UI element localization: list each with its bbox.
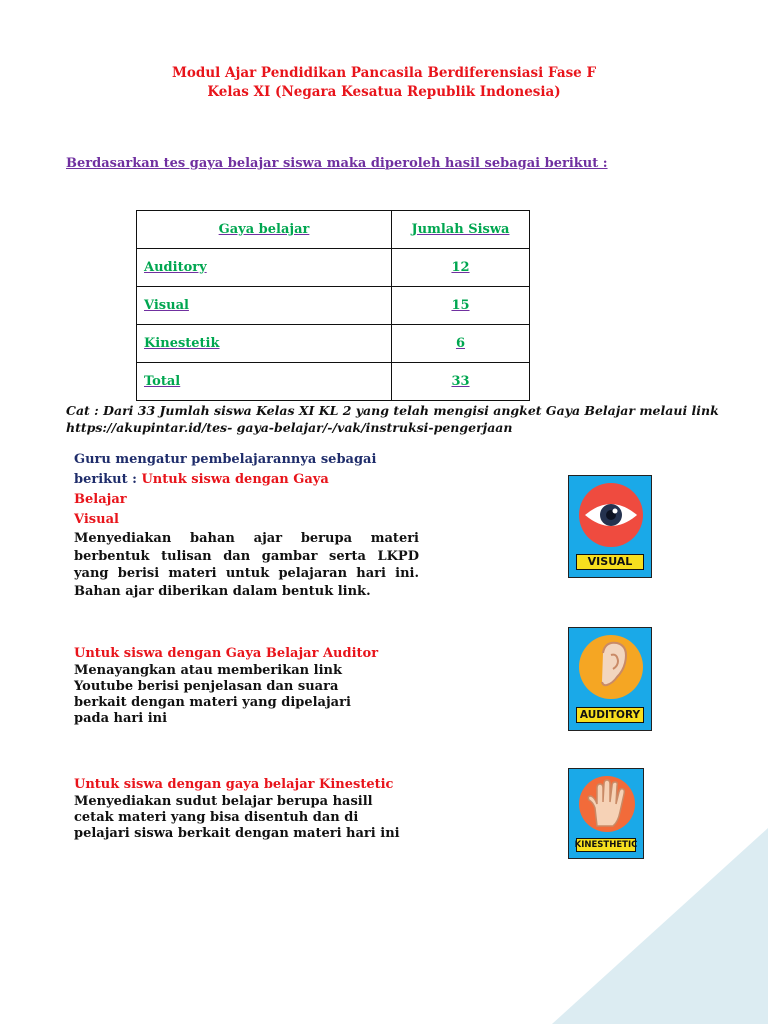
table-cell-style: Visual xyxy=(137,287,392,325)
visual-lead-red: Untuk siswa dengan Gaya xyxy=(141,472,329,487)
kinesthetic-section xyxy=(74,777,414,842)
table-cell-count: 33 xyxy=(392,363,530,401)
kinesthetic-line: cetak materi yang bisa disentuh dan di xyxy=(74,810,359,825)
visual-description: Menyediakan bahan ajar berupa materi berbentuk tulisan dan gambar serta LKPD yang berisi materi untuk pelajaran hari ini. Bahan ajar diberikan dalam bentuk link. xyxy=(74,531,419,599)
table-cell-style: Total xyxy=(137,363,392,401)
auditory-line: Menayangkan atau memberikan link xyxy=(74,663,342,678)
auditory-line: Youtube berisi penjelasan dan suara xyxy=(74,679,339,694)
note xyxy=(66,402,719,436)
visual-icon-label: VISUAL xyxy=(576,554,643,570)
note-link[interactable]: https://akupintar.id/tes- gaya-belajar/-/vak/instruksi-pengerjaan xyxy=(66,420,513,435)
ear-icon xyxy=(575,633,647,701)
visual-icon-card xyxy=(568,475,652,578)
visual-lead-prefix: berikut : xyxy=(74,472,142,487)
table-row xyxy=(137,287,530,325)
kinesthetic-line: Menyediakan sudut belajar berupa hasill xyxy=(74,794,373,809)
kinesthetic-line: pelajari siswa berkait dengan materi hari ini xyxy=(74,826,400,841)
learning-style-table xyxy=(136,210,530,401)
auditory-section xyxy=(74,646,404,727)
auditory-line: pada hari ini xyxy=(74,711,168,726)
table-row xyxy=(137,325,530,363)
table-cell-style: Kinestetik xyxy=(137,325,392,363)
kinesthetic-icon-label: KINESTHETIC xyxy=(576,838,637,852)
visual-lead-line3: Belajar xyxy=(74,492,127,507)
page-title-line1: Modul Ajar Pendidikan Pancasila Berdiferensiasi Fase F xyxy=(171,65,597,81)
page-title-line2: Kelas XI (Negara Kesatua Republik Indonesia) xyxy=(207,84,561,100)
table-header-style: Gaya belajar xyxy=(137,211,392,249)
table-header-count: Jumlah Siswa xyxy=(392,211,530,249)
auditory-line: berkait dengan materi yang dipelajari xyxy=(74,695,351,710)
hand-icon xyxy=(575,774,639,834)
table-header-row xyxy=(137,211,530,249)
auditory-icon-label: AUDITORY xyxy=(576,707,643,723)
kinesthetic-icon-card xyxy=(568,768,644,859)
table-row xyxy=(137,249,530,287)
intro-text: Berdasarkan tes gaya belajar siswa maka diperoleh hasil sebagai berikut : xyxy=(66,156,608,171)
auditory-icon-card xyxy=(568,627,652,731)
kinesthetic-heading: Untuk siswa dengan gaya belajar Kinestetic xyxy=(74,777,394,792)
visual-section xyxy=(74,450,419,530)
table-cell-style: Auditory xyxy=(137,249,392,287)
table-row-total xyxy=(137,363,530,401)
table-cell-count: 12 xyxy=(392,249,530,287)
visual-heading: Visual xyxy=(74,512,119,527)
table-cell-count: 15 xyxy=(392,287,530,325)
table-cell-count: 6 xyxy=(392,325,530,363)
visual-lead-line2 xyxy=(74,470,419,490)
visual-lead-line1: Guru mengatur pembelajarannya sebagai xyxy=(74,452,377,467)
eye-icon xyxy=(575,481,647,549)
note-line1: Cat : Dari 33 Jumlah siswa Kelas XI KL 2 yang telah mengisi angket Gaya Belajar melaui link xyxy=(66,403,719,418)
auditory-heading: Untuk siswa dengan Gaya Belajar Auditor xyxy=(74,646,379,661)
